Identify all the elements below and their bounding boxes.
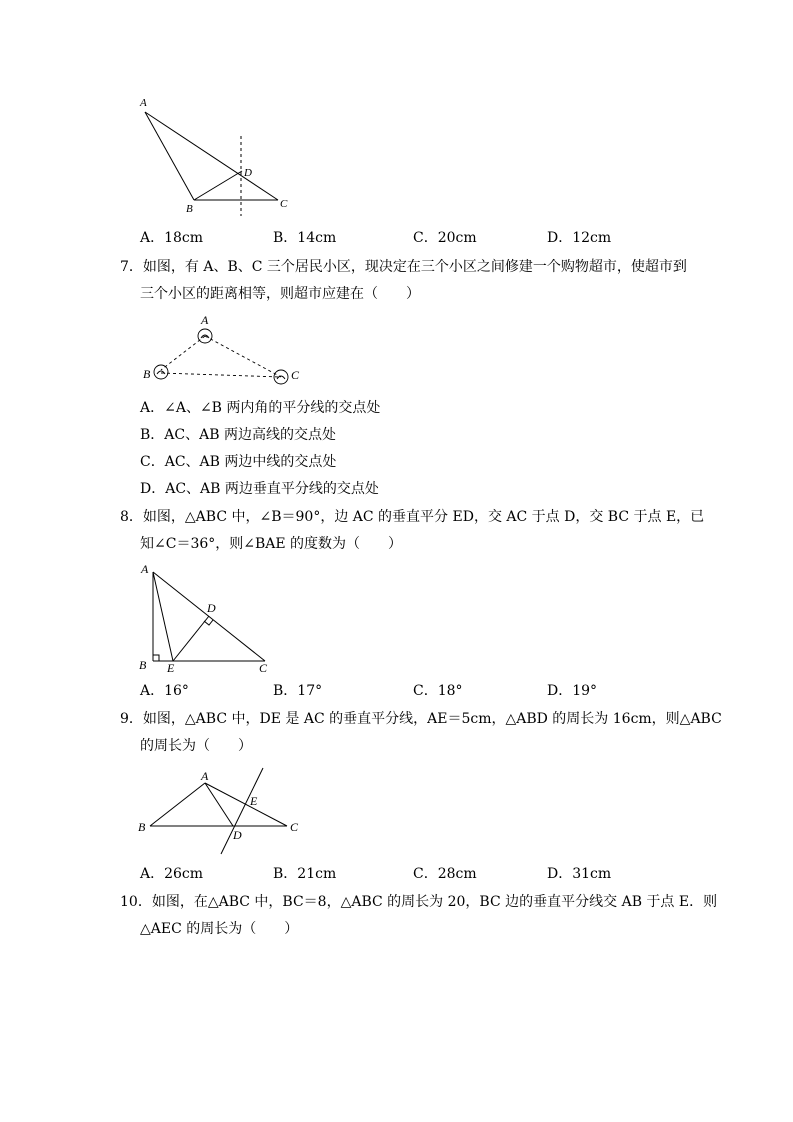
q9-option-a[interactable]: A．26cm [140,866,204,882]
q8-question-line2: 知∠C＝36°，则∠BAE 的度数为（ ） [140,536,403,552]
q9-label-c: C [290,820,299,834]
q9-option-b[interactable]: B．21cm [273,866,337,882]
q7-segment-ac [205,336,281,377]
q9-segment-ab [150,783,205,826]
q6-option-d[interactable]: D．12cm [547,230,612,246]
q9-segment-ac [205,783,287,826]
q8-label-c: C [259,661,268,675]
q8-question-line1: 8．如图，△ABC 中，∠B＝90°，边 AC 的垂直平分 ED，交 AC 于点 D，交 BC 于点 E，已 [120,509,705,525]
q7-option-a[interactable]: A．∠A、∠B 两内角的平分线的交点处 [140,400,381,416]
q7-label-a: A [201,313,209,327]
q8-segment-ed [173,616,209,661]
q6-label-a: A [140,97,147,109]
q9-label-b: B [138,820,146,834]
q9-question-line1: 9．如图，△ABC 中，DE 是 AC 的垂直平分线，AE＝5cm，△ABD 的周长为 16cm，则△ABC [120,711,722,727]
q8-label-d: D [207,601,216,615]
q7-segment-ab [161,336,205,370]
q9-figure [135,762,310,862]
q8-option-d[interactable]: D．19° [547,683,598,699]
q7-house-c-icon [277,376,285,379]
q6-label-c: C [280,198,288,210]
q8-option-c[interactable]: C．18° [413,683,463,699]
q7-question-line1: 7．如图，有 A、B、C 三个居民小区，现决定在三个小区之间修建一个购物超市，使超市到 [120,259,687,275]
q7-question-line2: 三个小区的距离相等，则超市应建在（ ） [140,286,420,302]
q8-label-e: E [167,661,175,675]
q8-option-b[interactable]: B．17° [273,683,323,699]
q9-question-line2: 的周长为（ ） [140,738,252,754]
q6-option-c[interactable]: C．20cm [413,230,477,246]
q6-segment-bd [194,171,242,200]
q8-option-a[interactable]: A．16° [140,683,189,699]
q9-option-d[interactable]: D．31cm [547,866,612,882]
q6-segment-ab [145,112,194,200]
q8-label-a: A [141,562,149,576]
q10-question-line2: △AEC 的周长为（ ） [140,921,299,937]
q6-option-b[interactable]: B．14cm [273,230,337,246]
q6-figure [130,92,300,222]
q7-option-d[interactable]: D．AC、AB 两边垂直平分线的交点处 [140,481,379,497]
q8-figure [135,558,285,678]
q7-segment-bc [161,373,281,377]
q10-question-line1: 10．如图，在△ABC 中，BC＝8，△ABC 的周长为 20，BC 边的垂直平分线交 AB 于点 E．则 [120,894,718,910]
q8-label-b: B [139,658,147,672]
q9-option-c[interactable]: C．28cm [413,866,477,882]
q6-segment-ac [145,112,278,200]
q7-label-b: B [143,367,151,381]
q9-label-a: A [201,769,209,783]
q9-label-e: E [250,794,258,808]
q6-option-a[interactable]: A．18cm [140,230,204,246]
q6-label-d: D [244,167,252,179]
q7-figure [135,310,315,390]
q9-segment-ad [205,783,233,826]
q7-house-b-icon [157,371,165,374]
q6-label-b: B [186,203,193,215]
q9-label-d: D [233,828,242,842]
q7-option-c[interactable]: C．AC、AB 两边中线的交点处 [140,454,337,470]
q7-community-b-circle [154,365,168,379]
q9-perpendicular-bisector [221,768,263,854]
q7-option-b[interactable]: B．AC、AB 两边高线的交点处 [140,427,336,443]
q7-label-c: C [291,368,300,382]
q8-right-angle-b [153,655,159,661]
